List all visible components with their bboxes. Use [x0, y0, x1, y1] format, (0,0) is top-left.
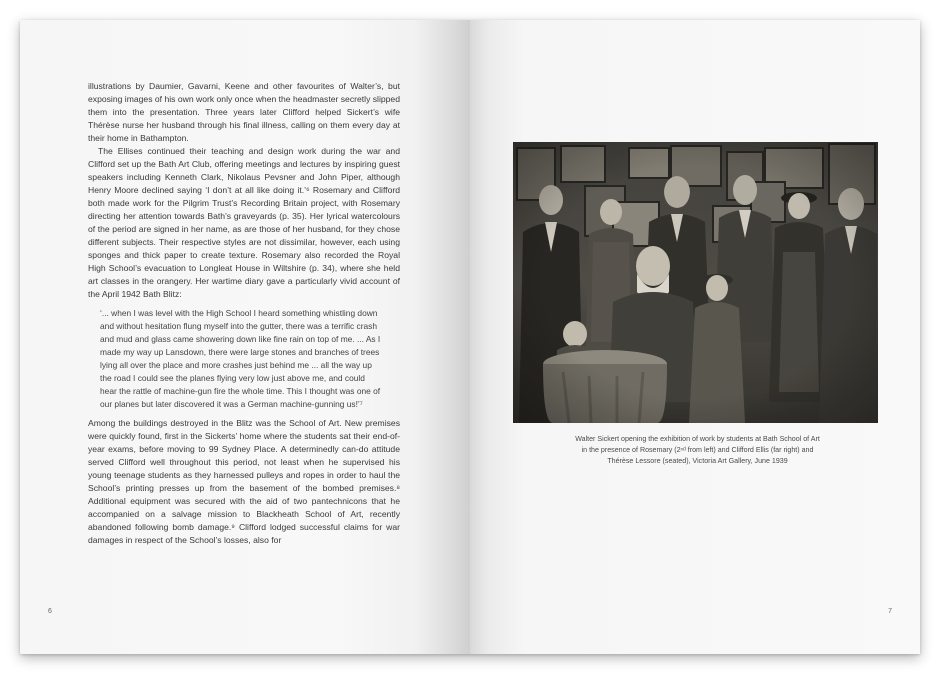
caption-line-3: Thérèse Lessore (seated), Victoria Art Gallery, June 1939 [607, 457, 788, 465]
page-number-right: 7 [888, 608, 892, 615]
blitz-diary-quote: ‘... when I was level with the High School I heard something whistling down and without hesitation flung myself into the gutter, there was a terrific crash and mud and glass came showering down like fine rain on top of me. ... As I made my way up Lansdown, there were large stones and branches of trees lying all over the place and more crashes just behind me ... all the way up the road I could see the planes flying very low just above me, and could hear the rattle of machine-gun fire the whole time. This I thought was one of our planes but later discovered it was a German machine-gunning us!’⁷ [100, 308, 381, 409]
photo-illustration [513, 142, 878, 423]
paragraph-2: The Ellises continued their teaching and design work during the war and Clifford set up the Bath Art Club, offering meetings and lectures by inspiring guest speakers including Kenneth Clark, Nikolaus Pevsner and John Piper, although Henry Moore declined saying ‘I don’t at all like doing it.’⁶ Rosemary and Clifford both made work for the Pilgrim Trust’s Recording Britain project, with Rosemary directing her attention towards Bath’s graveyards (p. 35). Her lyrical watercolours of the period are signed in her name, as are those of her husband, for they chose different subjects. Their respective styles are not dissimilar, however, each using sponges and thick paper to create texture. Rosemary also recorded the Royal High School’s evacuation to Longleat House in Wiltshire (p. 34), where she held art classes in the orangery. Her wartime diary gave a particularly vivid account of the April 1942 Bath Blitz: [88, 146, 400, 299]
book-spread [20, 20, 920, 654]
body-text-column [88, 80, 400, 547]
paragraph-3: Among the buildings destroyed in the Blitz was the School of Art. New premises were quickly found, first in the Sickerts’ home where the students sat their end-of-year exams, before moving to 99 Sydney Place. A determinedly can-do attitude served Clifford well throughout this period, not least when he supervised his young teenage students as they harnessed pulleys and ropes in order to haul the School’s printing presses up from the basement of the bombed premises.⁸ Additional equipment was secured with the aid of two pantechnicons that he accompanied on a salvage mission to Blackheath School of Art, recently abandoned following bomb damage.⁹ Clifford lodged successful claims for war damages in respect of the School’s losses, also for [88, 418, 400, 545]
right-page [470, 20, 920, 654]
caption-line-2: in the presence of Rosemary (2ⁿᵈ from left) and Clifford Ellis (far right) and [581, 446, 814, 454]
left-page [20, 20, 470, 654]
paragraph-1: illustrations by Daumier, Gavarni, Keene and other favourites of Walter’s, but exposing images of his own work only once when the headmaster secretly slipped them into the presentation. Three years later Clifford helped Sickert’s wife Thérèse nurse her husband through his final illness, calling on them every day at their home in Bathampton. [88, 81, 400, 143]
photo-caption [530, 434, 865, 467]
caption-line-1: Walter Sickert opening the exhibition of work by students at Bath School of Art [575, 435, 820, 443]
page-number-left: 6 [48, 608, 52, 615]
historic-group-photograph [513, 142, 878, 423]
